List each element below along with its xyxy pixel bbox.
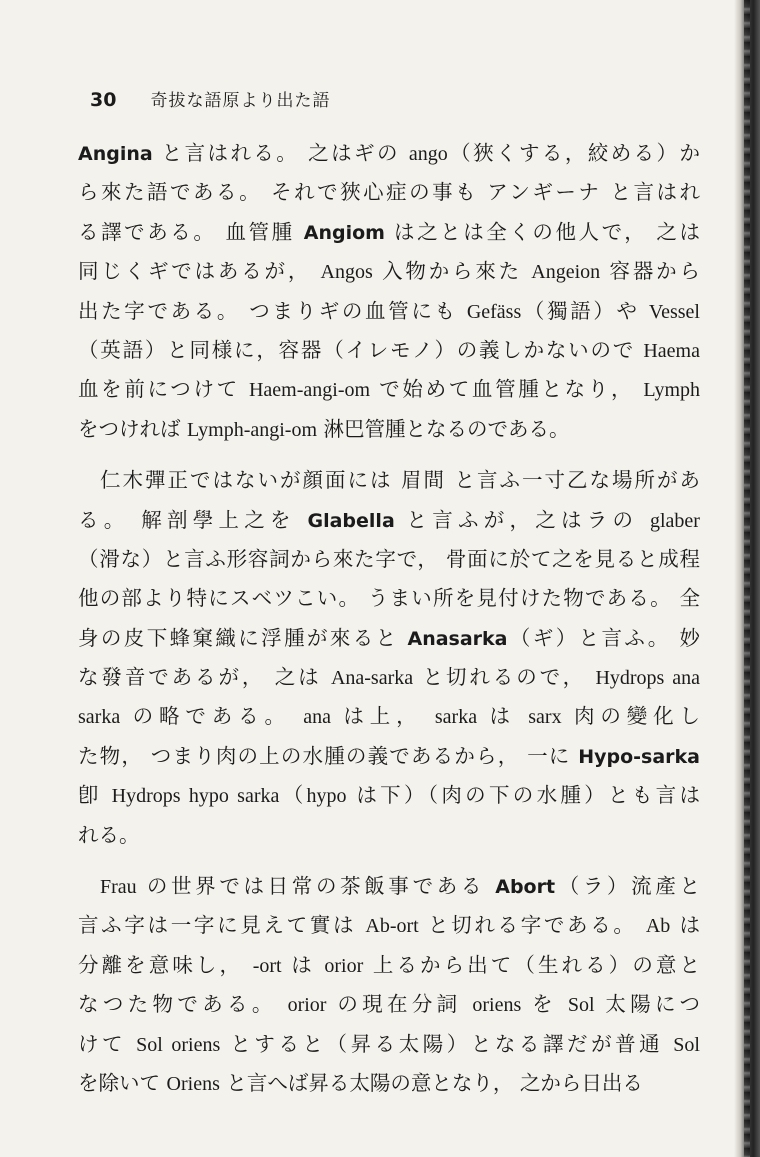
text-run: と言へば昇る太陽の意となり， 之から日出る bbox=[219, 1070, 643, 1095]
text-line bbox=[78, 946, 700, 985]
text-run: 血を前につけて bbox=[78, 377, 249, 402]
text-run: 上るから出て（生れる）の意と bbox=[363, 952, 700, 977]
text-line bbox=[78, 985, 700, 1024]
text-run: を除いて bbox=[78, 1070, 167, 1095]
paragraph bbox=[78, 867, 700, 1103]
text-run: 仁木彈正ではないが顔面には 眉間 と言ふ一寸乙な場所があ bbox=[100, 468, 700, 493]
latin-word: Angos bbox=[320, 261, 373, 284]
latin-word: Ana-sarka bbox=[330, 667, 414, 690]
latin-word: Haema bbox=[643, 339, 700, 362]
latin-word: Vessel bbox=[648, 300, 700, 323]
text-run: な發音であるが， 之は bbox=[78, 665, 331, 690]
text-run: （ラ）流產と bbox=[555, 874, 700, 899]
text-line bbox=[78, 867, 700, 906]
text-run: と言ふが，之はラの bbox=[394, 507, 650, 532]
body-text bbox=[78, 134, 700, 1103]
latin-word: Hydrops hypo sarka bbox=[111, 785, 280, 808]
latin-word: sarka bbox=[434, 706, 478, 729]
latin-word: Sol bbox=[567, 994, 595, 1017]
text-run: （滑な）と言ふ形容詞から來た字で， 骨面に於て之を見ると成程 bbox=[78, 546, 700, 571]
text-run: 分離を意味し， bbox=[78, 952, 253, 977]
text-run: をつければ bbox=[78, 416, 188, 441]
page-number: 30 bbox=[90, 89, 117, 111]
text-run: （ギ）と言ふ。 妙 bbox=[507, 625, 701, 650]
text-run: 言ふ字は一字に見えて實は bbox=[78, 913, 366, 938]
text-run: る譯である。 血管腫 bbox=[78, 219, 304, 244]
text-run: とすると（昇る太陽）となる譯だが普通 bbox=[220, 1031, 674, 1056]
text-run: 容器から bbox=[600, 259, 700, 284]
text-run: （ bbox=[279, 783, 307, 808]
page-header bbox=[90, 86, 331, 111]
latin-word: Hydrops ana bbox=[595, 667, 701, 690]
latin-word: Lymph bbox=[643, 379, 700, 402]
text-run: 太陽につ bbox=[594, 992, 700, 1017]
text-line bbox=[78, 1064, 700, 1103]
text-line bbox=[78, 619, 700, 658]
text-line bbox=[78, 540, 700, 579]
text-run: けて bbox=[78, 1031, 137, 1056]
latin-word: Ab bbox=[645, 915, 671, 938]
text-line bbox=[78, 501, 700, 540]
text-line bbox=[78, 906, 700, 945]
paragraph bbox=[78, 461, 700, 855]
text-run: は下）（肉の下の水腫）とも言は bbox=[346, 783, 701, 808]
text-run: と言はれる。 之はギの bbox=[152, 141, 409, 165]
text-line bbox=[78, 370, 700, 409]
latin-word: Haem-angi-om bbox=[248, 379, 371, 402]
text-line bbox=[78, 737, 700, 776]
paragraph bbox=[78, 134, 700, 449]
text-run: の現在分詞 bbox=[326, 992, 473, 1017]
text-run: （狹くする，絞める）か bbox=[447, 141, 700, 165]
text-run: ら來た語である。 それで狹心症の事も アンギーナ と言はれ bbox=[78, 180, 700, 205]
text-run: の世界では日常の茶飯事である bbox=[136, 874, 496, 899]
latin-word: oriens bbox=[472, 994, 522, 1017]
text-run: （獨語）や bbox=[521, 298, 649, 323]
latin-word: Gefäss bbox=[466, 300, 522, 323]
text-run: で始めて血管腫となり， bbox=[370, 377, 644, 402]
latin-word: -ort bbox=[252, 954, 282, 977]
text-run: 肉の變化し bbox=[561, 704, 700, 729]
text-run: なつた物である。 bbox=[78, 992, 288, 1017]
page-edge-texture bbox=[744, 0, 750, 1157]
text-line bbox=[78, 776, 700, 815]
text-run: を bbox=[521, 992, 568, 1017]
latin-word: Oriens bbox=[166, 1072, 220, 1095]
running-title: 奇拔な語原より出た語 bbox=[150, 91, 331, 111]
latin-word: Lymph-angi-om bbox=[187, 418, 318, 441]
text-run: 他の部より特にスベツこい。 うまい所を見付けた物である。 全 bbox=[78, 586, 700, 611]
text-line bbox=[78, 173, 700, 212]
text-line bbox=[78, 579, 700, 618]
term-bold: Angiom bbox=[303, 221, 385, 244]
text-line bbox=[78, 331, 700, 370]
text-line bbox=[78, 1025, 700, 1064]
latin-word: Angeion bbox=[531, 261, 601, 284]
latin-word: Sol bbox=[673, 1033, 700, 1056]
text-run: と切れる字である。 bbox=[418, 913, 646, 938]
text-run: と切れるので， bbox=[413, 665, 596, 690]
latin-word: Ab-ort bbox=[365, 915, 419, 938]
text-run: れる。 bbox=[78, 822, 140, 847]
page-edge-shadow bbox=[734, 0, 760, 1157]
text-run: 卽 bbox=[78, 783, 112, 808]
text-line bbox=[78, 461, 700, 500]
term-bold: Hypo-sarka bbox=[578, 745, 700, 768]
latin-word: sarx bbox=[528, 706, 562, 729]
text-line bbox=[78, 697, 700, 736]
text-run: た物， つまり肉の上の水腫の義であるから， 一に bbox=[78, 743, 579, 768]
term-bold: Glabella bbox=[307, 509, 395, 532]
latin-word: orior bbox=[287, 994, 327, 1017]
text-line bbox=[78, 213, 700, 252]
text-line bbox=[78, 410, 700, 449]
latin-word: ana bbox=[303, 706, 331, 729]
text-line bbox=[78, 816, 700, 855]
text-line bbox=[78, 292, 700, 331]
text-run: 同じくギではあるが， bbox=[78, 259, 321, 284]
latin-word: glaber bbox=[650, 509, 700, 532]
text-line bbox=[78, 134, 700, 173]
latin-word: Sol oriens bbox=[136, 1033, 221, 1056]
text-run: る。 解剖學上之を bbox=[78, 507, 308, 532]
term-bold: Abort bbox=[495, 876, 556, 899]
text-run: （英語）と同様に，容器（イレモノ）の義しかないので bbox=[78, 337, 644, 362]
text-run: 出た字である。 つまりギの血管にも bbox=[78, 298, 467, 323]
text-run: 身の皮下蜂窠織に浮腫が來ると bbox=[78, 625, 408, 650]
latin-word: sarka bbox=[78, 706, 121, 729]
text-line bbox=[78, 658, 700, 697]
term-bold: Angina bbox=[78, 143, 153, 165]
text-run: は bbox=[281, 952, 325, 977]
text-run: 淋巴管腫となるのである。 bbox=[317, 416, 570, 441]
latin-word: hypo bbox=[306, 785, 347, 808]
latin-word: orior bbox=[324, 954, 364, 977]
text-line bbox=[78, 252, 700, 291]
term-bold: Anasarka bbox=[407, 627, 508, 650]
latin-word: ango bbox=[408, 143, 448, 165]
text-run: は之とは全くの他人で， 之は bbox=[384, 219, 700, 244]
text-run: は bbox=[670, 913, 700, 938]
text-run: は上， bbox=[330, 704, 435, 729]
text-run: 入物から來た bbox=[372, 259, 532, 284]
text-run: は bbox=[477, 704, 529, 729]
latin-word: Frau bbox=[100, 876, 137, 899]
text-run: の略である。 bbox=[120, 704, 304, 729]
